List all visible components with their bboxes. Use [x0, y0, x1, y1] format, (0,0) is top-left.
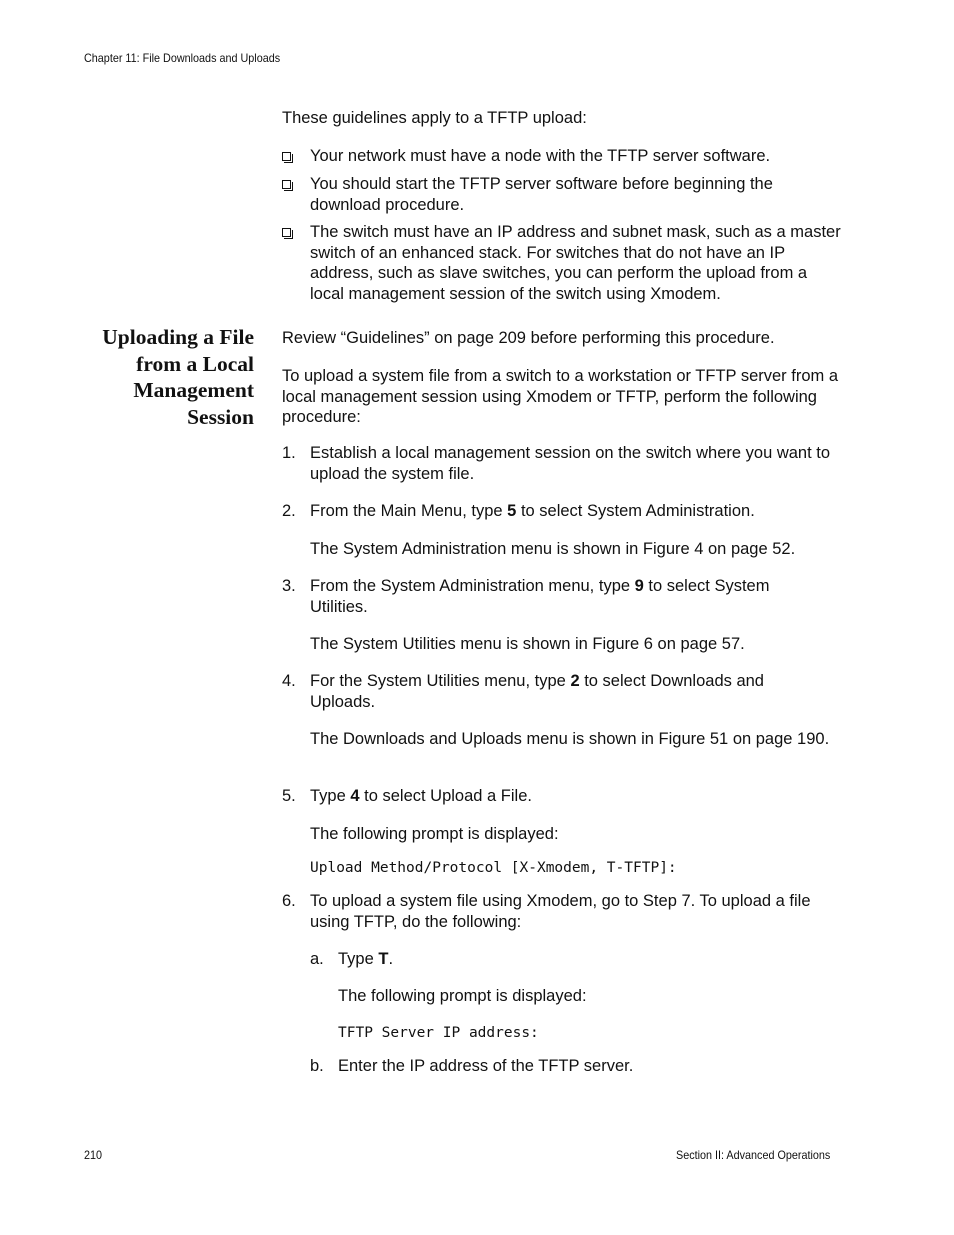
bullet-item: The switch must have an IP address and subnet mask, such as a master switch of an enhanced stack. For switches that do not have an IP address, such as slave switches, you can perform the upload from a local management session of the switch using Xmodem. [310, 223, 841, 303]
page-number: 210 [84, 1148, 103, 1162]
review-text: Review “Guidelines” on page 209 before performing this procedure. [282, 329, 775, 347]
section-heading: Uploading a File from a Local Management Session [102, 325, 254, 430]
bullet-item: You should start the TFTP server software before beginning the download procedure. [310, 175, 773, 214]
step-number: 2. [282, 502, 296, 520]
step-note: The following prompt is displayed: [310, 825, 559, 843]
bullet-marker-icon [282, 152, 291, 161]
prompt-code: TFTP Server IP address: [338, 1025, 539, 1041]
substep-letter: a. [310, 950, 324, 968]
step-number: 3. [282, 577, 296, 595]
step-number: 4. [282, 672, 296, 690]
running-header: Chapter 11: File Downloads and Uploads [84, 51, 281, 65]
step-number: 1. [282, 444, 296, 462]
bullet-marker-icon [282, 180, 291, 189]
substep-text: Enter the IP address of the TFTP server. [338, 1057, 634, 1075]
substep-text: Type T. [338, 950, 394, 968]
intro-text: These guidelines apply to a TFTP upload: [282, 109, 587, 127]
substep-note: The following prompt is displayed: [338, 987, 587, 1005]
step-number: 5. [282, 787, 296, 805]
prompt-code: Upload Method/Protocol [X-Xmodem, T-TFTP]: [310, 860, 677, 876]
step-note: The System Administration menu is shown in Figure 4 on page 52. [310, 540, 796, 558]
substep-letter: b. [310, 1057, 324, 1075]
overview-text: To upload a system file from a switch to a workstation or TFTP server from a local management session using Xmodem or TFTP, perform the following procedure: [282, 367, 839, 426]
step-text: Type 4 to select Upload a File. [310, 787, 532, 805]
running-footer: Section II: Advanced Operations [676, 1148, 831, 1162]
step-note: The Downloads and Uploads menu is shown in Figure 51 on page 190. [310, 730, 830, 748]
bullet-item: Your network must have a node with the TFTP server software. [310, 147, 771, 165]
step-text: From the Main Menu, type 5 to select System Administration. [310, 502, 755, 520]
step-text: From the System Administration menu, type 9 to select System Utilities. [310, 577, 770, 616]
step-number: 6. [282, 892, 296, 910]
step-text: For the System Utilities menu, type 2 to select Downloads and Uploads. [310, 672, 764, 711]
step-note: The System Utilities menu is shown in Figure 6 on page 57. [310, 635, 745, 653]
step-text: Establish a local management session on the switch where you want to upload the system file. [310, 444, 831, 483]
bullet-marker-icon [282, 228, 291, 237]
step-text: To upload a system file using Xmodem, go to Step 7. To upload a file using TFTP, do the following: [310, 892, 811, 931]
